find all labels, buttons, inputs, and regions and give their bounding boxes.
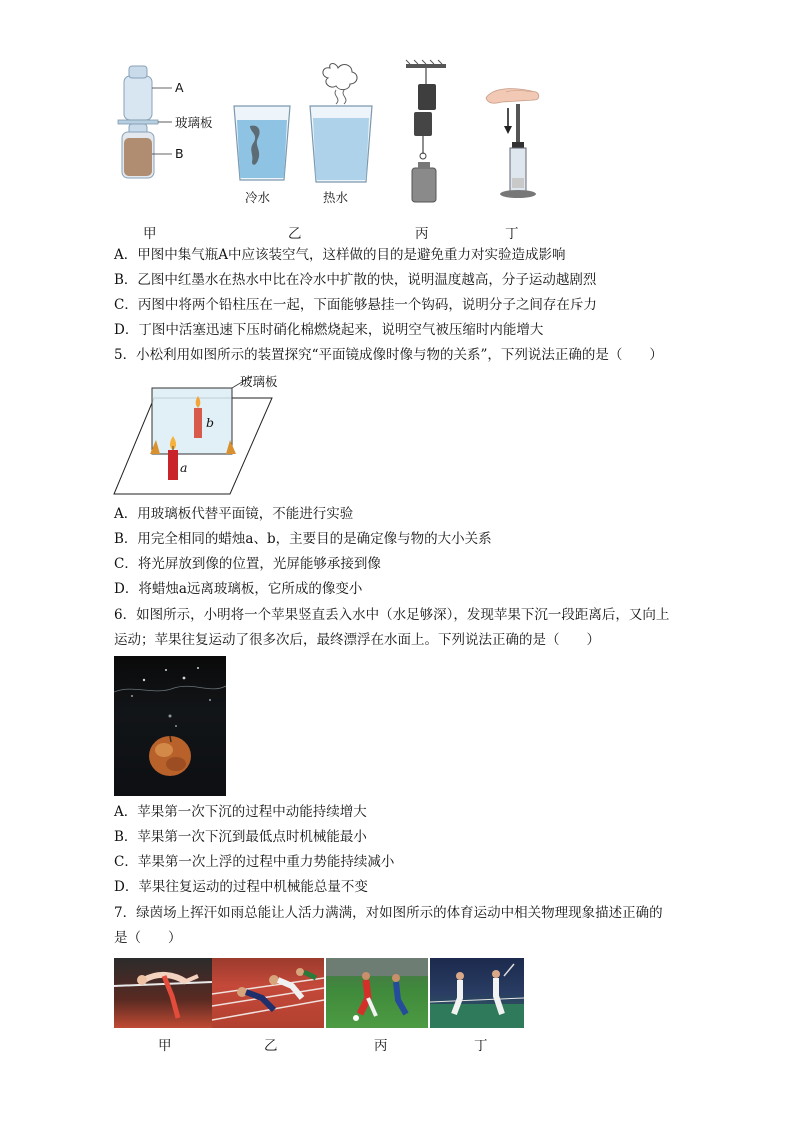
q6-option-a: A．苹果第一次下沉的过程中动能持续增大 [114, 804, 367, 820]
apple-in-water-photo [114, 656, 226, 796]
q6-stem-line-2: 运动；苹果往复运动了很多次后，最终漂浮在水面上。下列说法正确的是（ ） [114, 632, 600, 648]
label-bottle-a: A [175, 80, 184, 95]
q6-option-d: D．苹果往复运动的过程中机械能总量不变 [114, 879, 368, 895]
football-photo [326, 958, 428, 1028]
q5-stem: 5．小松利用如图所示的装置探究“平面镜成像时像与物的关系”，下列说法正确的是（ ） [114, 347, 663, 363]
label-glass-plate-q5: 玻璃板 [240, 374, 278, 389]
label-hot-water: 热水 [323, 190, 349, 205]
caption-jia: 甲 [143, 226, 157, 242]
label-candle-b: b [206, 415, 215, 430]
q7-caption-ding: 丁 [474, 1038, 488, 1054]
sprint-start-photo [212, 958, 324, 1028]
label-glass-plate: 玻璃板 [175, 115, 213, 130]
q7-stem-line-2: 是（ ） [114, 930, 182, 946]
q7-caption-jia: 甲 [158, 1038, 172, 1054]
q4-option-b: B．乙图中红墨水在热水中比在冷水中扩散的快，说明温度越高，分子运动越剧烈 [114, 272, 597, 288]
cold-water-beaker [232, 104, 292, 184]
q4-option-d: D．丁图中活塞迅速下压时硝化棉燃烧起来，说明空气被压缩时内能增大 [114, 322, 544, 338]
q5-option-d: D．将蜡烛a远离玻璃板，它所成的像变小 [114, 581, 363, 597]
q4-option-a: A．甲图中集气瓶A中应该装空气，这样做的目的是避免重力对实验造成影响 [114, 247, 566, 263]
caption-ding: 丁 [505, 226, 519, 242]
q5-option-c: C．将光屏放到像的位置，光屏能够承接到像 [114, 556, 381, 572]
label-cold-water: 冷水 [245, 190, 271, 205]
badminton-photo [430, 958, 524, 1028]
label-bottle-b: B [175, 146, 184, 161]
q5-option-b: B．用完全相同的蜡烛a、b，主要目的是确定像与物的大小关系 [114, 531, 492, 547]
q6-option-c: C．苹果第一次上浮的过程中重力势能持续减小 [114, 854, 395, 870]
q7-stem-line-1: 7．绿茵场上挥汗如雨总能让人活力满满，对如图所示的体育运动中相关物理现象描述正确的 [114, 905, 663, 921]
caption-yi: 乙 [288, 226, 302, 242]
label-candle-a: a [180, 460, 188, 475]
q6-option-b: B．苹果第一次下沉到最低点时机械能最小 [114, 829, 367, 845]
q4-option-c: C．丙图中将两个铅柱压在一起，下面能够悬挂一个钩码，说明分子之间存在斥力 [114, 297, 597, 313]
piston-cylinder-diagram [482, 62, 542, 202]
q7-caption-bing: 丙 [374, 1038, 388, 1054]
lead-cylinders-diagram [404, 62, 454, 212]
q5-option-a: A．用玻璃板代替平面镜，不能进行实验 [114, 506, 354, 522]
high-jump-photo [114, 958, 212, 1028]
q7-caption-yi: 乙 [264, 1038, 278, 1054]
hot-water-beaker [308, 60, 378, 185]
caption-bing: 丙 [415, 226, 429, 242]
q6-stem-line-1: 6．如图所示，小明将一个苹果竖直丢入水中（水足够深），发现苹果下沉一段距离后，又向上 [114, 607, 670, 623]
